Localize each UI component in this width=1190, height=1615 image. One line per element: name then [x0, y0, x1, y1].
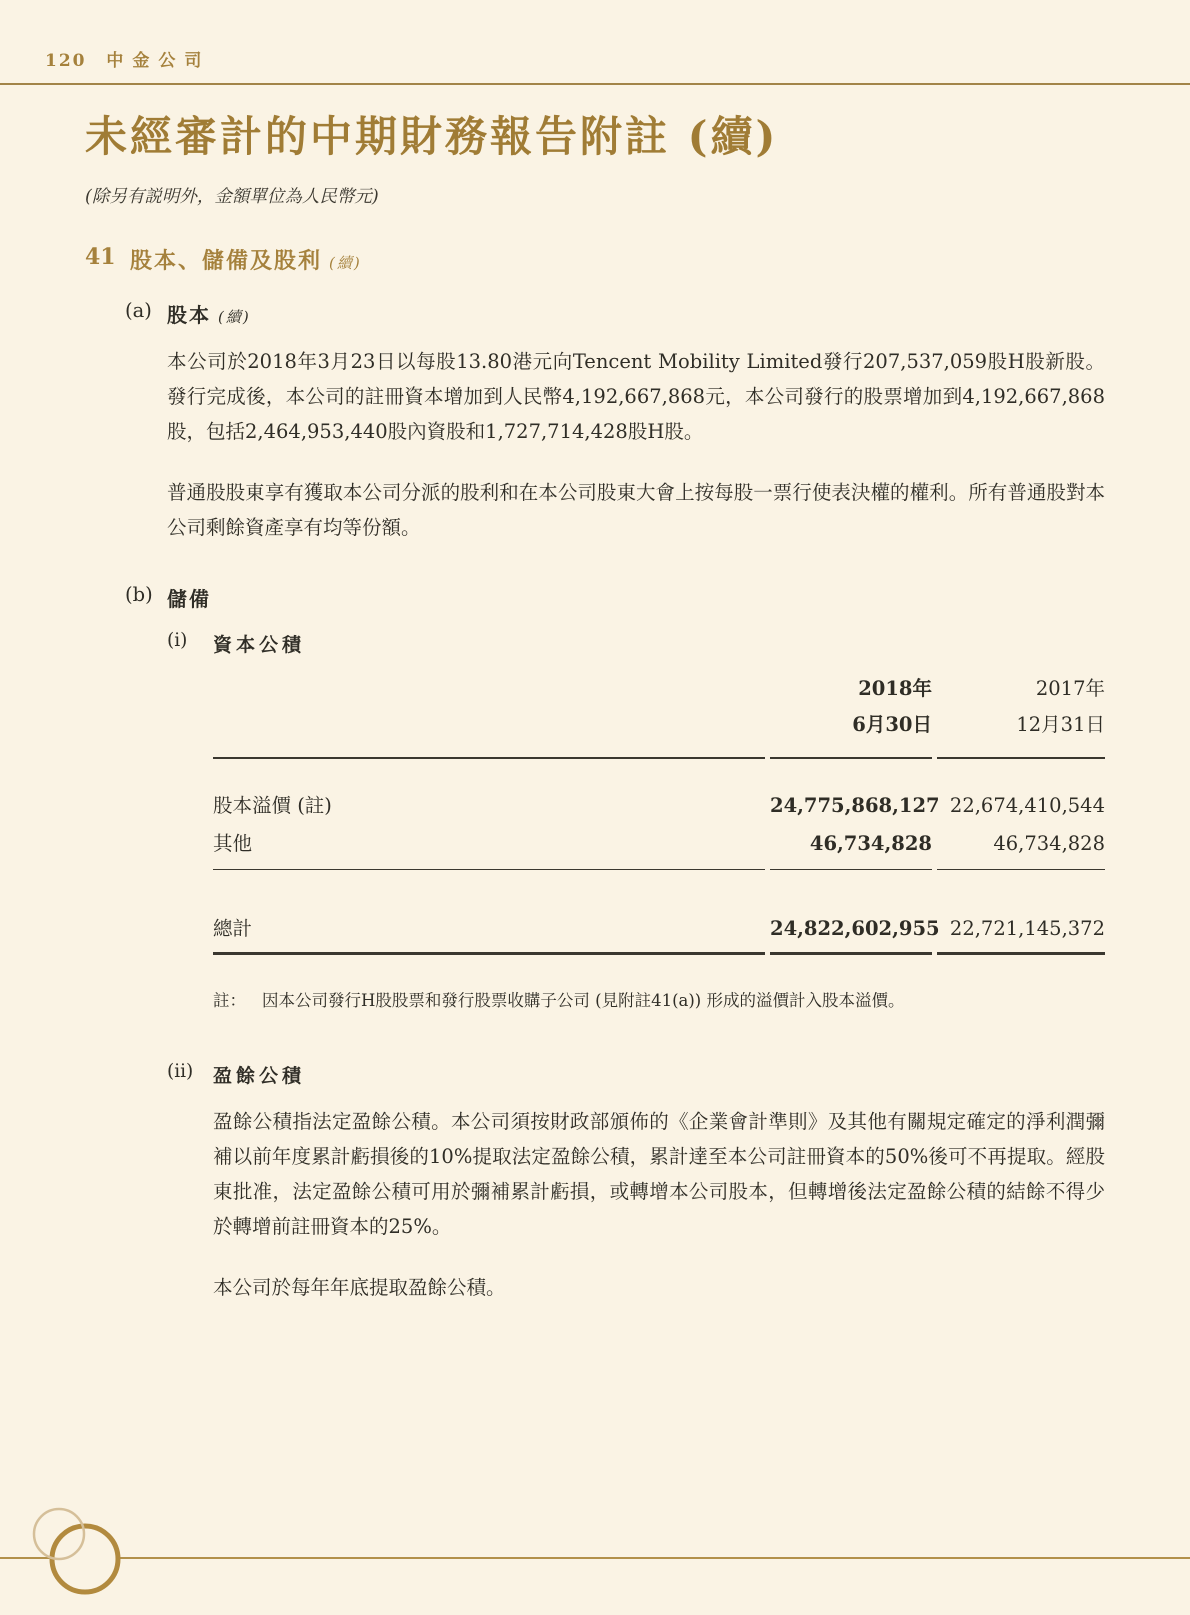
item-i-label: (i) [167, 630, 188, 651]
page-title: 未經審計的中期財務報告附註 (續) [85, 112, 779, 161]
column-header-2017: 2017年 12月31日 [1016, 677, 1105, 736]
paragraph: 本公司於2018年3月23日以每股13.80港元向Tencent Mobility Limited發行207,537,059股H股新股。發行完成後，本公司的註冊資本增加到人民幣4,192,667,868元，本公司發行的股票增加到4,192,667,868股，包括2,464,953,440股內資股和1,727,714,428股H股。 [167, 350, 1105, 443]
table-rule-header [213, 757, 1105, 759]
subsection-b-title: 儲備 [167, 587, 211, 611]
running-header [0, 0, 1190, 85]
section-41-heading [85, 244, 1105, 275]
item-ii-title: 盈餘公積 [213, 1065, 306, 1087]
subsection-a-title: 股本 (續) [167, 303, 251, 327]
section-title: 股本、儲備及股利 (續) [130, 248, 362, 274]
main-content [0, 111, 1190, 1305]
footer-rule [0, 1557, 1190, 1559]
item-ii-heading [167, 1061, 1105, 1088]
currency-note: (除另有説明外，金額單位為人民幣元) [85, 187, 379, 207]
item-i-body [213, 671, 1105, 1015]
table-note [213, 987, 1105, 1015]
subsection-a-body [167, 344, 1105, 545]
subsection-b-body [167, 630, 1105, 1305]
capital-reserve-table [213, 671, 1105, 955]
item-ii-label: (ii) [167, 1061, 194, 1082]
subsection-b-heading [125, 583, 1105, 612]
table-header-row [213, 671, 1105, 743]
page-number: 120 [45, 51, 87, 71]
continued-marker: (續) [329, 254, 362, 272]
subsection-a-label: (a) [125, 299, 152, 322]
note-label: 註： [213, 991, 246, 1010]
table-row: 股本溢價 (註) 24,775,868,127 22,674,410,544 [213, 794, 1105, 817]
table-rule-total [213, 952, 1105, 955]
subsection-a-heading [125, 299, 1105, 328]
note-text: 因本公司發行H股股票和發行股票收購子公司 (見附註41(a)) 形成的溢價計入股本溢價。 [262, 991, 905, 1010]
table-row: 其他 46,734,828 46,734,828 [213, 832, 1105, 855]
continued-marker: (續) [218, 308, 251, 326]
subsection-b-label: (b) [125, 583, 153, 606]
item-ii-body [213, 1104, 1105, 1305]
table-total-row: 總計 24,822,602,955 22,721,145,372 [213, 917, 1105, 940]
footer-circles-decoration [18, 1496, 163, 1615]
paragraph: 普通股股東享有獲取本公司分派的股利和在本公司股東大會上按每股一票行使表決權的權利。所有普通股對本公司剩餘資產享有均等份額。 [167, 481, 1105, 539]
paragraph: 本公司於每年年底提取盈餘公積。 [213, 1276, 506, 1299]
company-name: 中金公司 [106, 51, 211, 71]
item-i-title: 資本公積 [213, 634, 306, 656]
column-header-2018: 2018年 6月30日 [852, 677, 932, 736]
item-i-heading [167, 630, 1105, 657]
table-body [213, 787, 1105, 863]
section-number: 41 [85, 244, 116, 270]
paragraph: 盈餘公積指法定盈餘公積。本公司須按財政部頒佈的《企業會計準則》及其他有關規定確定的淨利潤彌補以前年度累計虧損後的10%提取法定盈餘公積，累計達至本公司註冊資本的50%後可不再提取。經股東批准，法定盈餘公積可用於彌補累計虧損，或轉增本公司股本，但轉增後法定盈餘公積的結餘不得少於轉增前註冊資本的25%。 [213, 1110, 1105, 1238]
table-rule-subtotal [213, 869, 1105, 870]
